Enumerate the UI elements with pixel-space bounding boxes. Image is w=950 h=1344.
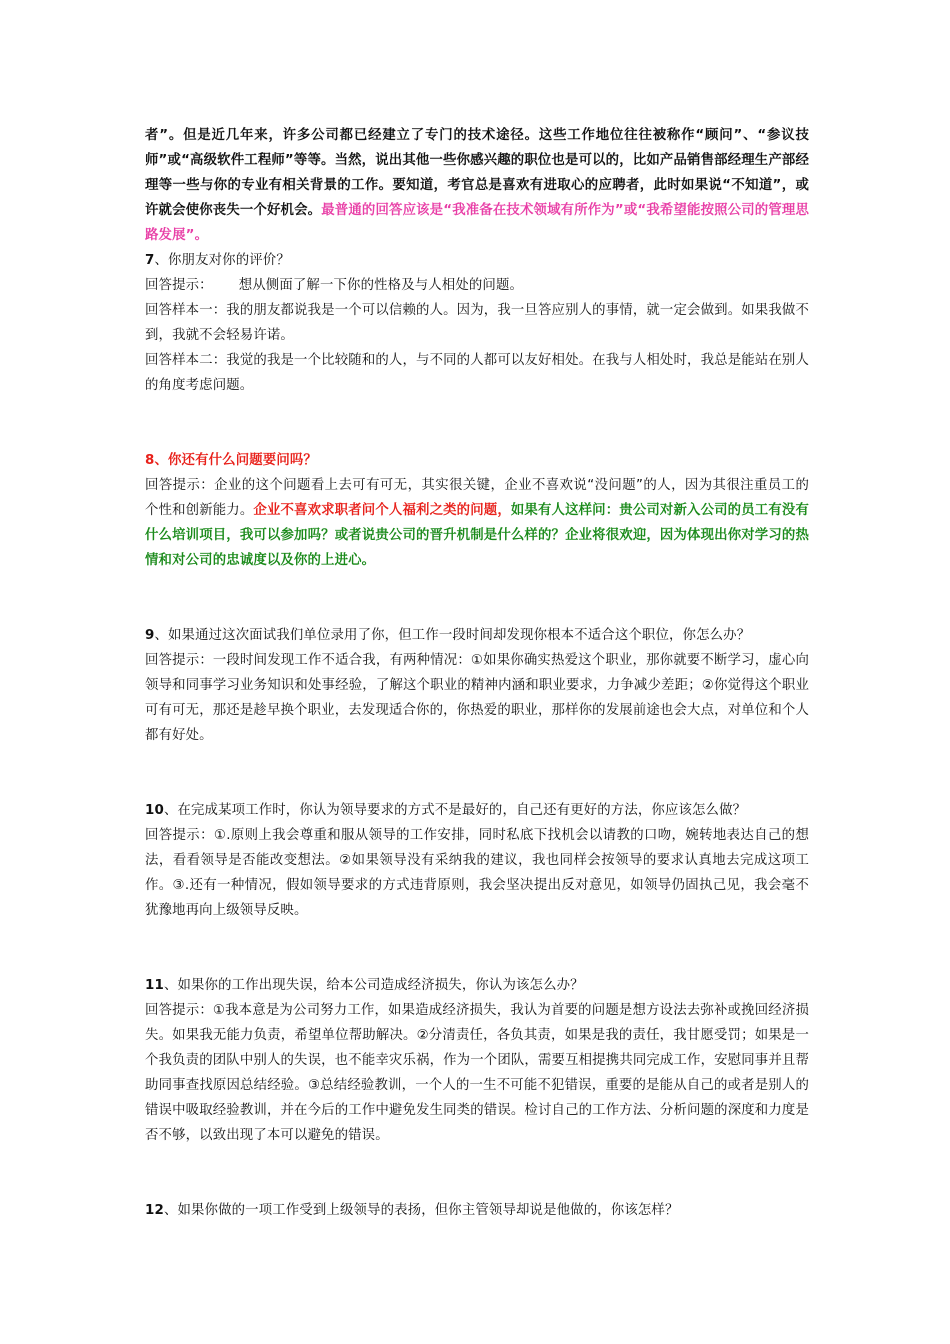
question-8-hint <box>145 473 809 573</box>
intro-text: 者”。但是近几年来，许多公司都已经建立了专门的技术途径。这些工作地位往往被称作“顾问”、“参议技师”或“高级软件工程师”等等。当然，说出其他一些你感兴趣的职位也是可以的，比如产品销售部经理生产部经理等一些与你的专业有相关背景的工作。要知道，考官总是喜欢有进取心的应聘者，此时如果说“不知道”，或许就会使你丧失一个好机会。 <box>145 128 809 218</box>
intro-paragraph <box>145 123 809 248</box>
document-body <box>145 123 809 1223</box>
question-text: 、你朋友对你的评价？ <box>154 253 290 268</box>
question-9-title <box>145 623 809 648</box>
question-number: 7 <box>145 253 155 268</box>
question-8-title: 8、你还有什么问题要问吗？ <box>145 453 317 468</box>
question-7-title <box>145 248 809 273</box>
hint-label: 回答提示： <box>145 278 213 293</box>
hint-green-emphasis: 如果有人这样问：贵公司对新入公司的员工有没有什么培训项目，我可以参加吗？或者说贵公司的晋升机制是什么样的？企业将很欢迎，因为体现出你对学习的热情和对公司的忠诚度以及你的上进心。 <box>145 503 809 568</box>
question-9-hint: 回答提示：一段时间发现工作不适合我，有两种情况：①如果你确实热爱这个职业，那你就要不断学习，虚心向领导和同事学习业务知识和处事经验，了解这个职业的精神内涵和职业要求，力争减少差距；②你觉得这个职业可有可无，那还是趁早换个职业，去发现适合你的，你热爱的职业，那样你的发展前途也会大点，对单位和个人都有好处。 <box>145 653 809 743</box>
hint-text: 回答提示：企业的这个问题看上去可有可无，其实很关键，企业不喜欢说“没问题”的人，因为其很注重员工的个性和创新能力。 <box>145 478 809 518</box>
question-7-hint <box>145 273 809 298</box>
question-12-title <box>145 1198 809 1223</box>
question-10-hint: 回答提示：①.原则上我会尊重和服从领导的工作安排，同时私底下找机会以请教的口吻，婉转地表达自己的想法，看看领导是否能改变想法。②如果领导没有采纳我的建议，我也同样会按领导的要求认真地去完成这项工作。③.还有一种情况，假如领导要求的方式违背原则，我会坚决提出反对意见，如领导仍固执己见，我会毫不犹豫地再向上级领导反映。 <box>145 828 809 918</box>
question-number: 12 <box>145 1203 164 1218</box>
question-text: 、如果你做的一项工作受到上级领导的表扬，但你主管领导却说是他做的，你该怎样？ <box>163 1203 679 1218</box>
intro-highlight: 最普通的回答应该是“我准备在技术领域有所作为”或“我希望能按照公司的管理思路发展”。 <box>145 203 810 243</box>
question-number: 11 <box>145 978 164 993</box>
question-11-title <box>145 973 809 998</box>
question-11-hint: 回答提示：①我本意是为公司努力工作，如果造成经济损失，我认为首要的问题是想方设法去弥补或挽回经济损失。如果我无能力负责，希望单位帮助解决。②分清责任，各负其责，如果是我的责任，我甘愿受罚；如果是一个我负责的团队中别人的失误，也不能幸灾乐祸，作为一个团队，需要互相提携共同完成工作，安慰同事并且帮助同事查找原因总结经验。③总结经验教训，一个人的一生不可能不犯错误，重要的是能从自己的或者是别人的错误中吸取经验教训，并在今后的工作中避免发生同类的错误。检讨自己的工作方法、分析问题的深度和力度是否不够，以致出现了本可以避免的错误。 <box>145 1003 809 1143</box>
question-number: 9 <box>145 628 155 643</box>
question-text: 、在完成某项工作时，你认为领导要求的方式不是最好的，自己还有更好的方法，你应该怎么做？ <box>163 803 747 818</box>
hint-text: 想从侧面了解一下你的性格及与人相处的问题。 <box>238 278 524 293</box>
question-text: 、如果你的工作出现失误，给本公司造成经济损失，你认为该怎么办？ <box>163 978 584 993</box>
question-text: 、如果通过这次面试我们单位录用了你，但工作一段时间却发现你根本不适合这个职位，你怎么办？ <box>154 628 751 643</box>
question-10-title <box>145 798 809 823</box>
question-number: 10 <box>145 803 164 818</box>
hint-red-emphasis: 企业不喜欢求职者问个人福利之类的问题， <box>253 503 511 518</box>
question-7-sample-2: 回答样本二：我觉的我是一个比较随和的人，与不同的人都可以友好相处。在我与人相处时，我总是能站在别人的角度考虑问题。 <box>145 353 809 393</box>
question-7-sample-1: 回答样本一：我的朋友都说我是一个可以信赖的人。因为，我一旦答应别人的事情，就一定会做到。如果我做不到，我就不会轻易许诺。 <box>145 303 809 343</box>
